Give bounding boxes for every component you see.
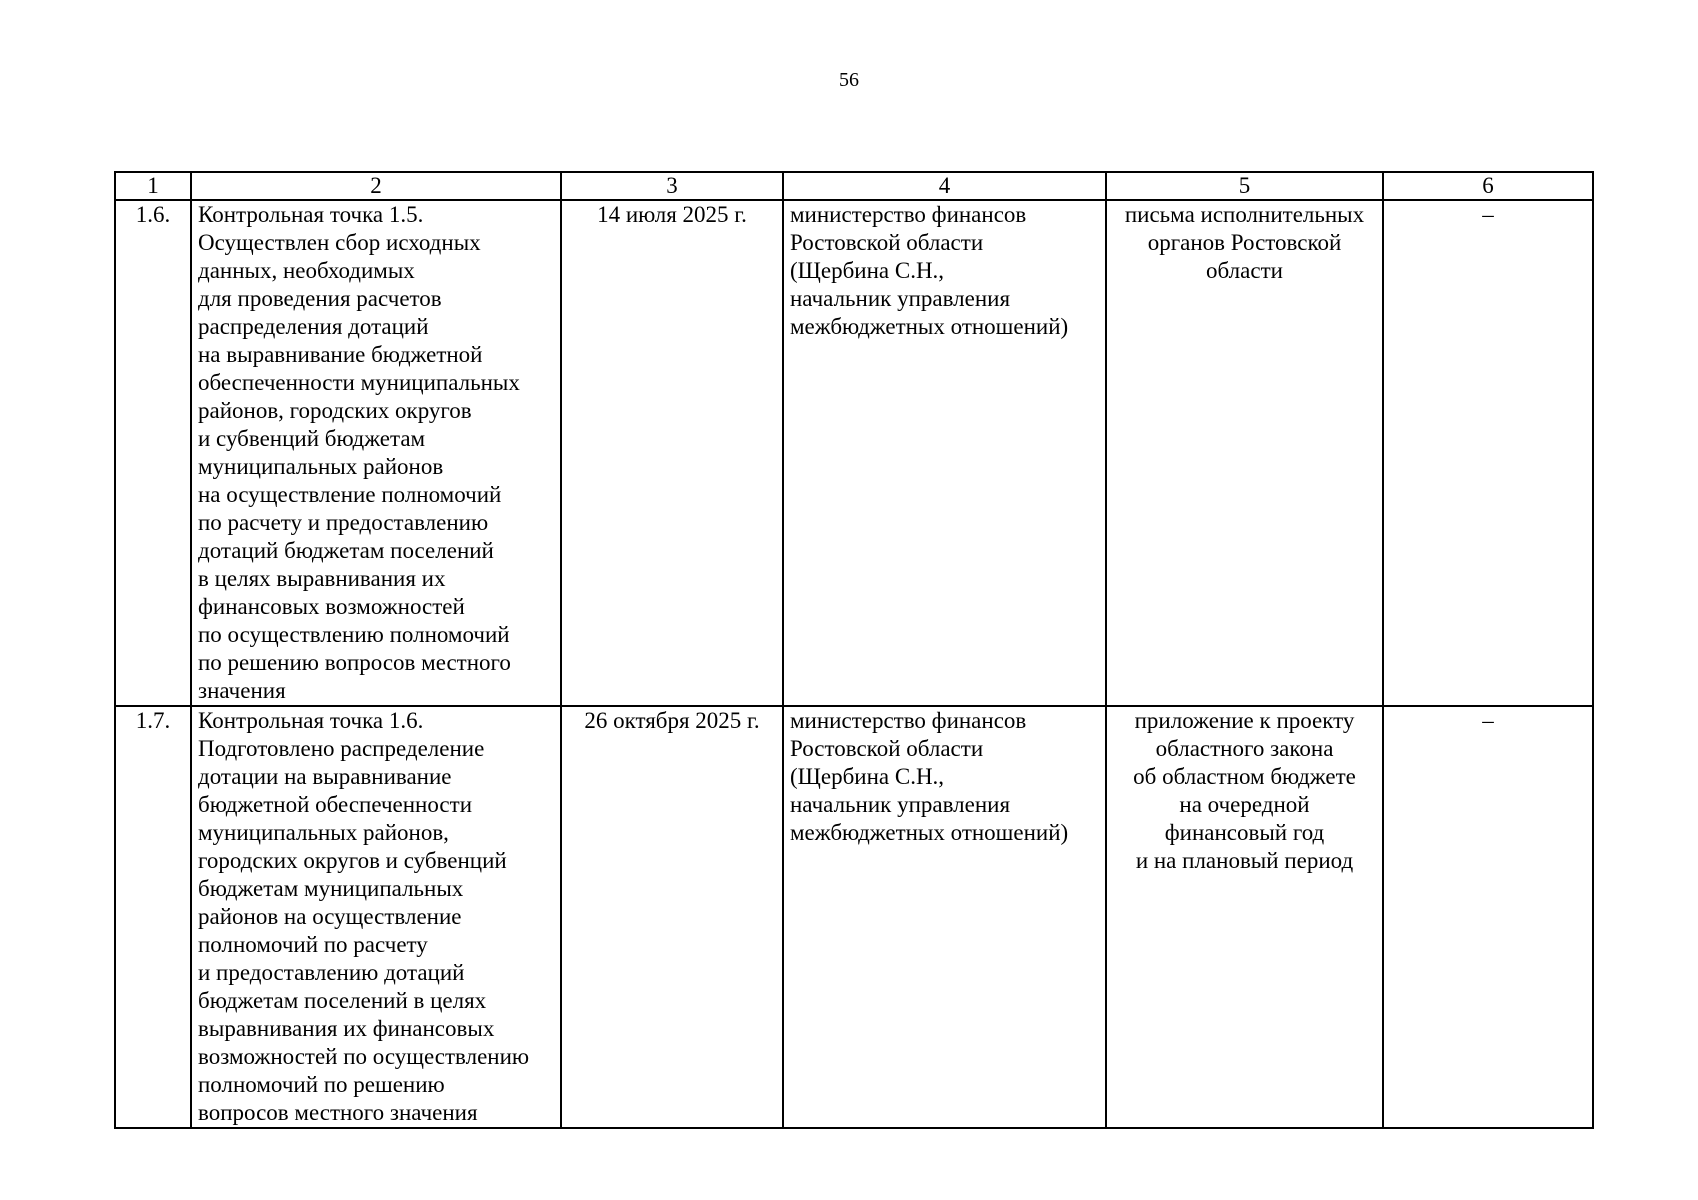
text-line: Подготовлено распределение: [198, 736, 485, 761]
text-line: об областном бюджете: [1133, 764, 1356, 789]
text-line: начальник управления: [790, 286, 1011, 311]
text-line: и на плановый период: [1135, 848, 1354, 873]
text-line: приложение к проекту: [1134, 708, 1355, 733]
text-line: (Щербина С.Н.,: [790, 764, 945, 789]
text-line: муниципальных районов,: [198, 820, 449, 845]
text-line: межбюджетных отношений): [790, 820, 1069, 845]
text-line: полномочий по расчету: [198, 932, 428, 957]
column-header: 5: [1106, 172, 1383, 200]
text-line: на выравнивание бюджетной: [198, 342, 483, 367]
column-header: 1: [115, 172, 191, 200]
text-line: финансовый год: [1164, 820, 1325, 845]
text-line: Осуществлен сбор исходных: [198, 230, 481, 255]
text-line: дотаций бюджетам поселений: [198, 538, 494, 563]
text-line: бюджетам поселений в целях: [198, 988, 487, 1013]
text-line: области: [1206, 258, 1283, 283]
row-document: [1106, 706, 1383, 1128]
text-line: на осуществление полномочий: [198, 482, 502, 507]
text-line: межбюджетных отношений): [790, 314, 1069, 339]
text-line: для проведения расчетов: [198, 286, 442, 311]
column-header: 6: [1383, 172, 1593, 200]
text-line: районов, городских округов: [198, 398, 472, 423]
text-line: органов Ростовской: [1147, 230, 1342, 255]
row-responsible: [783, 200, 1106, 706]
text-line: на очередной: [1179, 792, 1310, 817]
row-col6: –: [1383, 706, 1593, 1128]
text-line: письма исполнительных: [1124, 202, 1365, 227]
text-line: дотации на выравнивание: [198, 764, 452, 789]
text-line: и субвенций бюджетам: [198, 426, 426, 451]
text-line: бюджетам муниципальных: [198, 876, 464, 901]
table-header-row: [115, 172, 1593, 200]
column-header: 4: [783, 172, 1106, 200]
text-line: министерство финансов: [790, 202, 1027, 227]
text-line: финансовых возможностей: [198, 594, 465, 619]
text-line: вопросов местного значения: [198, 1100, 478, 1125]
text-line: по решению вопросов местного: [198, 650, 511, 675]
row-number: 1.7.: [115, 706, 191, 1128]
text-line: областного закона: [1155, 736, 1334, 761]
text-line: распределения дотаций: [198, 314, 429, 339]
text-line: Контрольная точка 1.5.: [198, 202, 424, 227]
row-col6: –: [1383, 200, 1593, 706]
text-line: и предоставлению дотаций: [198, 960, 465, 985]
text-line: Ростовской области: [790, 230, 984, 255]
text-line: возможностей по осуществлению: [198, 1044, 530, 1069]
control-points-table: [114, 171, 1594, 1129]
row-document: [1106, 200, 1383, 706]
table-row: [115, 706, 1593, 1128]
text-line: Контрольная точка 1.6.: [198, 708, 424, 733]
table-row: [115, 200, 1593, 706]
text-line: начальник управления: [790, 792, 1011, 817]
row-description: [191, 200, 561, 706]
text-line: министерство финансов: [790, 708, 1027, 733]
row-date: 26 октября 2025 г.: [561, 706, 783, 1128]
text-line: в целях выравнивания их: [198, 566, 446, 591]
text-line: полномочий по решению: [198, 1072, 445, 1097]
row-number: 1.6.: [115, 200, 191, 706]
text-line: (Щербина С.Н.,: [790, 258, 945, 283]
row-date: 14 июля 2025 г.: [561, 200, 783, 706]
text-line: обеспеченности муниципальных: [198, 370, 520, 395]
column-header: 2: [191, 172, 561, 200]
row-responsible: [783, 706, 1106, 1128]
text-line: значения: [198, 678, 286, 703]
text-line: по осуществлению полномочий: [198, 622, 510, 647]
column-header: 3: [561, 172, 783, 200]
text-line: бюджетной обеспеченности: [198, 792, 473, 817]
text-line: Ростовской области: [790, 736, 984, 761]
text-line: муниципальных районов: [198, 454, 444, 479]
text-line: по расчету и предоставлению: [198, 510, 489, 535]
page-number: 56: [839, 69, 859, 91]
text-line: данных, необходимых: [198, 258, 415, 283]
row-description: [191, 706, 561, 1128]
text-line: выравнивания их финансовых: [198, 1016, 495, 1041]
text-line: городских округов и субвенций: [198, 848, 507, 873]
text-line: районов на осуществление: [198, 904, 462, 929]
